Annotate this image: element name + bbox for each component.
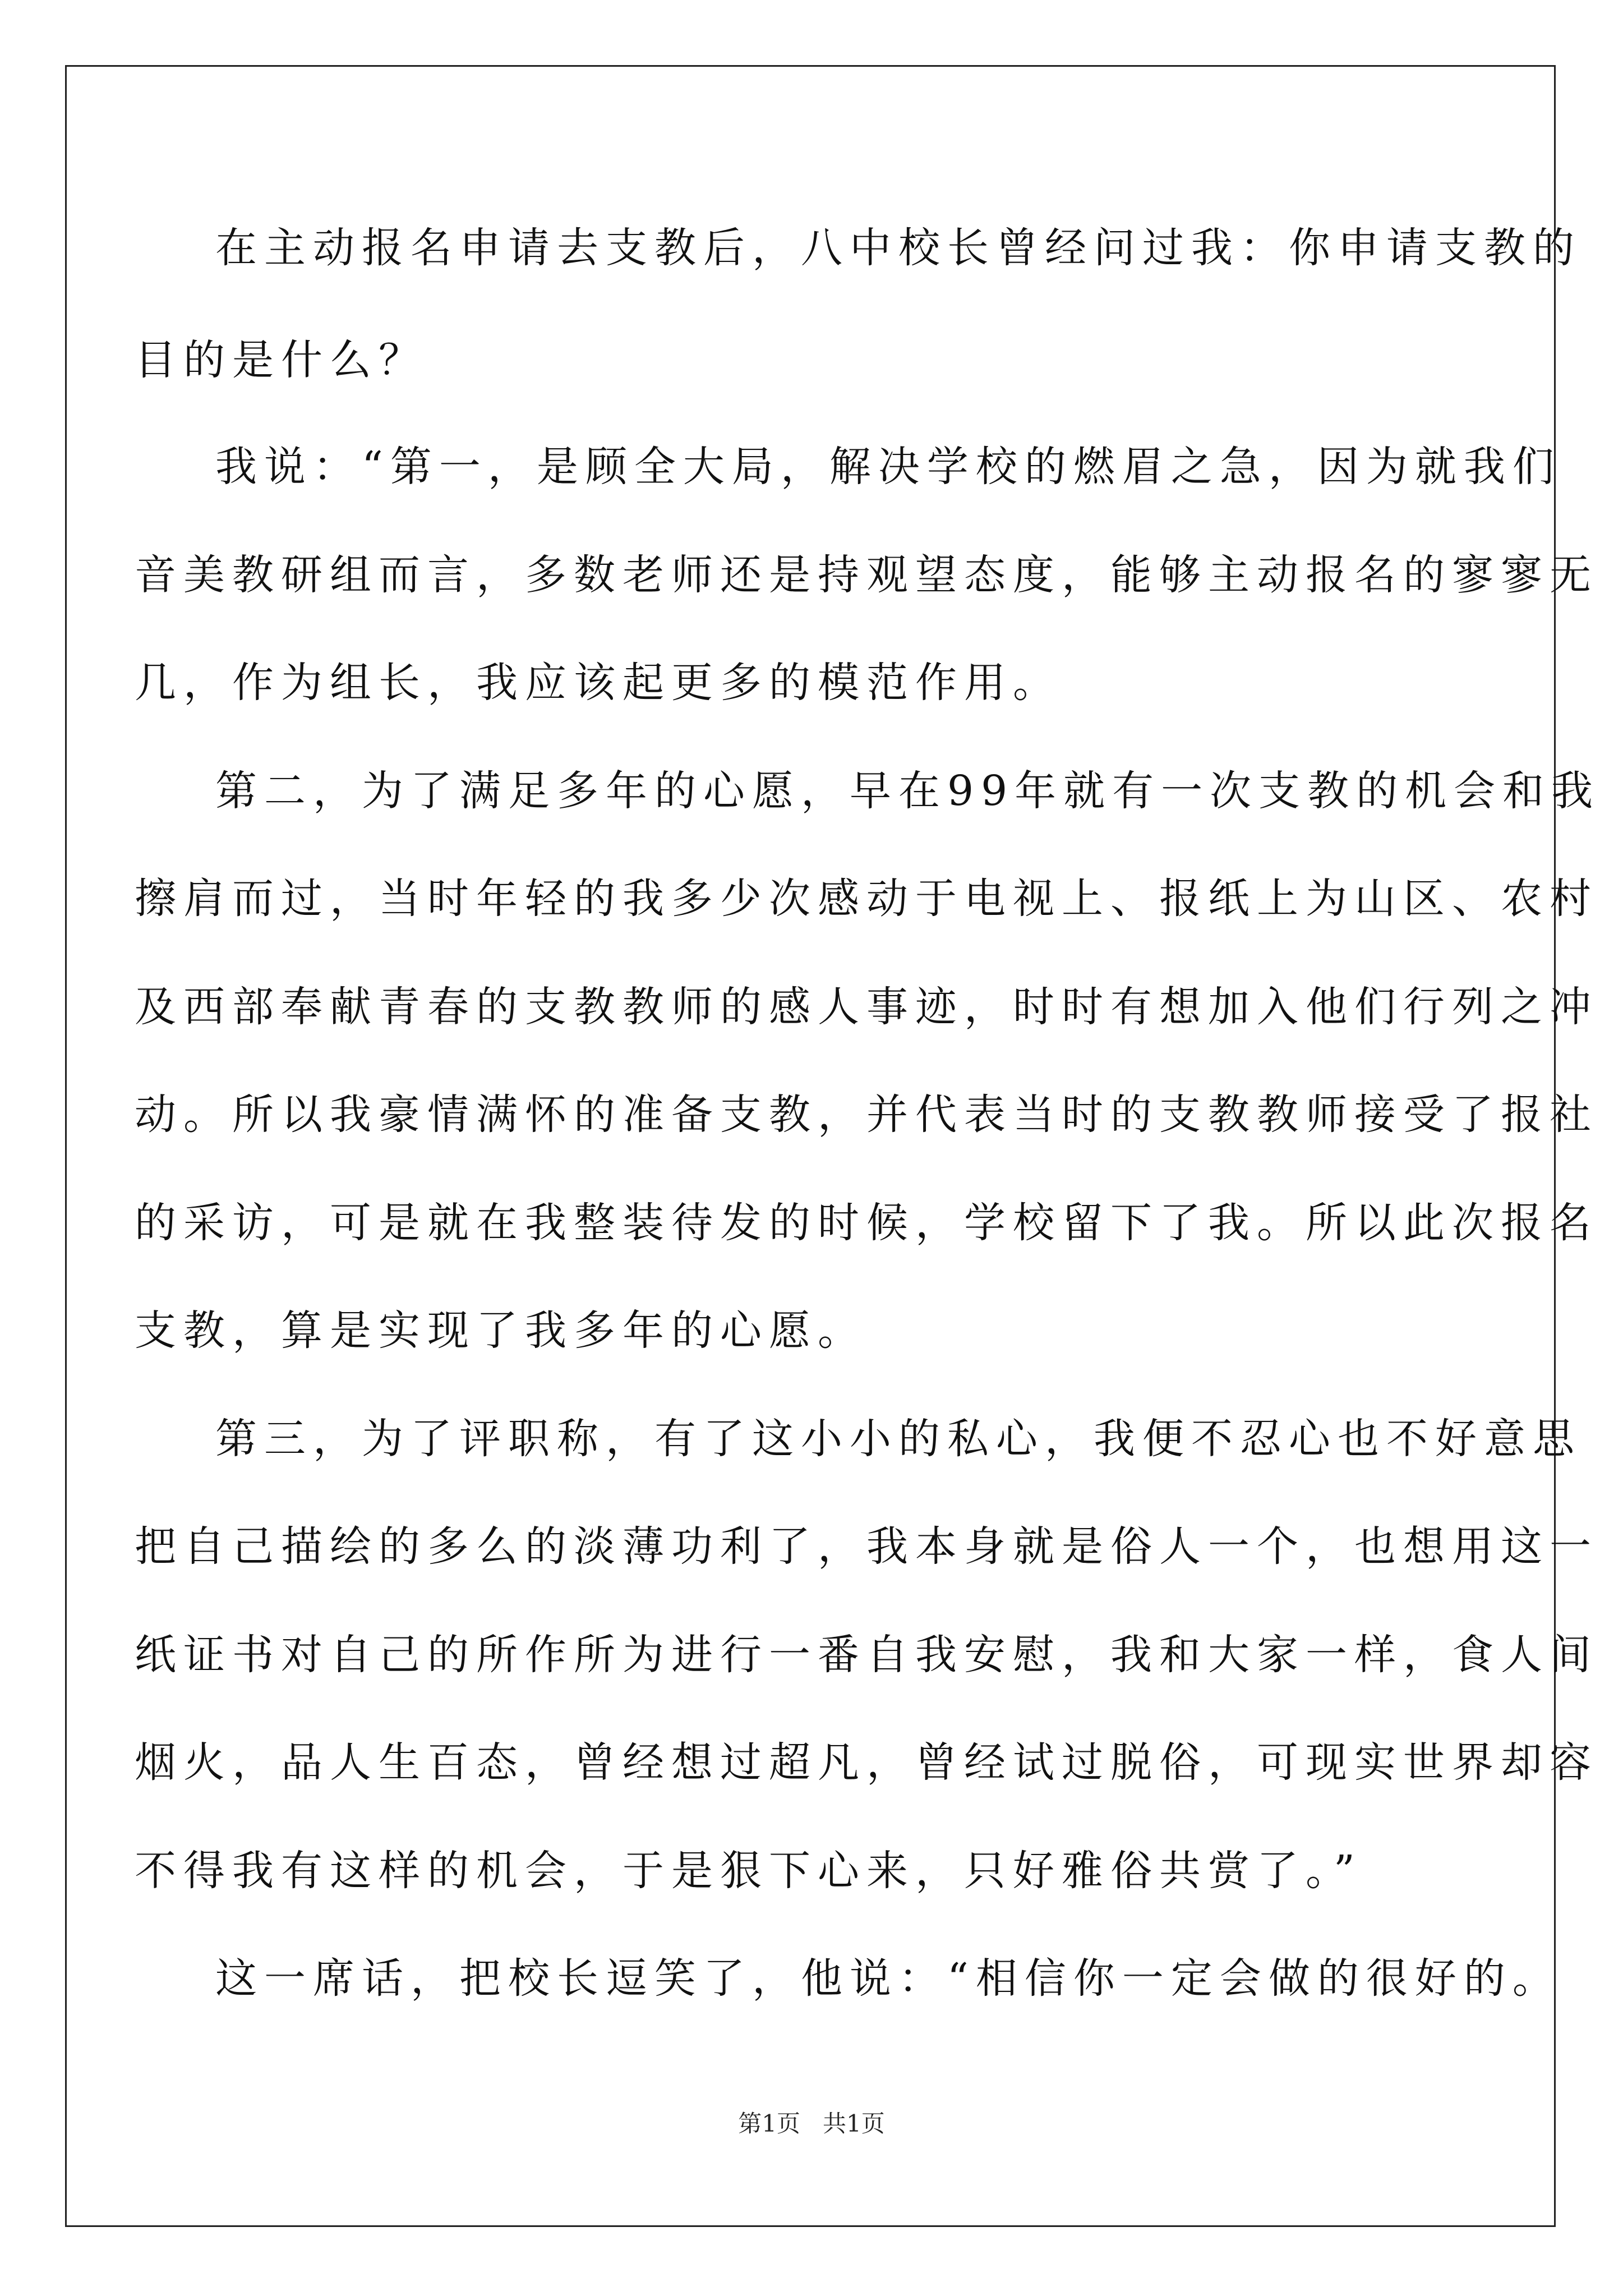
page-border [65, 65, 1556, 2227]
text-line: 及西部奉献青春的支教教师的感人事迹，时时有想加入他们行列之冲 [135, 983, 1598, 1031]
text-line: 把自己描绘的多么的淡薄功利了，我本身就是俗人一个，也想用这一 [135, 1522, 1598, 1571]
text-line: 我说：“第一，是顾全大局，解决学校的燃眉之急，因为就我们 [215, 443, 1561, 491]
text-line: 在主动报名申请去支教后，八中校长曾经问过我：你申请支教的 [215, 224, 1581, 272]
text-line: 动。所以我豪情满怀的准备支教，并代表当时的支教教师接受了报社 [135, 1091, 1598, 1139]
text-line: 不得我有这样的机会，于是狠下心来，只好雅俗共赏了。” [135, 1847, 1362, 1895]
page-footer: 第1页 共1页 [738, 2110, 885, 2137]
text-line: 目的是什么？ [135, 336, 427, 384]
text-line: 的采访，可是就在我整装待发的时候，学校留下了我。所以此次报名 [135, 1199, 1598, 1247]
text-line: 第三，为了评职称，有了这小小的私心，我便不忍心也不好意思 [215, 1415, 1581, 1463]
text-line: 几，作为组长，我应该起更多的模范作用。 [135, 659, 1062, 707]
text-line: 支教，算是实现了我多年的心愿。 [135, 1306, 866, 1355]
text-line: 擦肩而过，当时年轻的我多少次感动于电视上、报纸上为山区、农村 [135, 875, 1598, 923]
text-line: 纸证书对自己的所作所为进行一番自我安慰，我和大家一样，食人间 [135, 1631, 1598, 1679]
text-line: 第二，为了满足多年的心愿，早在99年就有一次支教的机会和我 [215, 767, 1601, 815]
text-line: 烟火，品人生百态，曾经想过超凡，曾经试过脱俗，可现实世界却容 [135, 1738, 1598, 1787]
text-line: 这一席话，把校长逗笑了，他说：“相信你一定会做的很好的。 [215, 1954, 1561, 2003]
text-line: 音美教研组而言，多数老师还是持观望态度，能够主动报名的寥寥无 [135, 551, 1598, 599]
